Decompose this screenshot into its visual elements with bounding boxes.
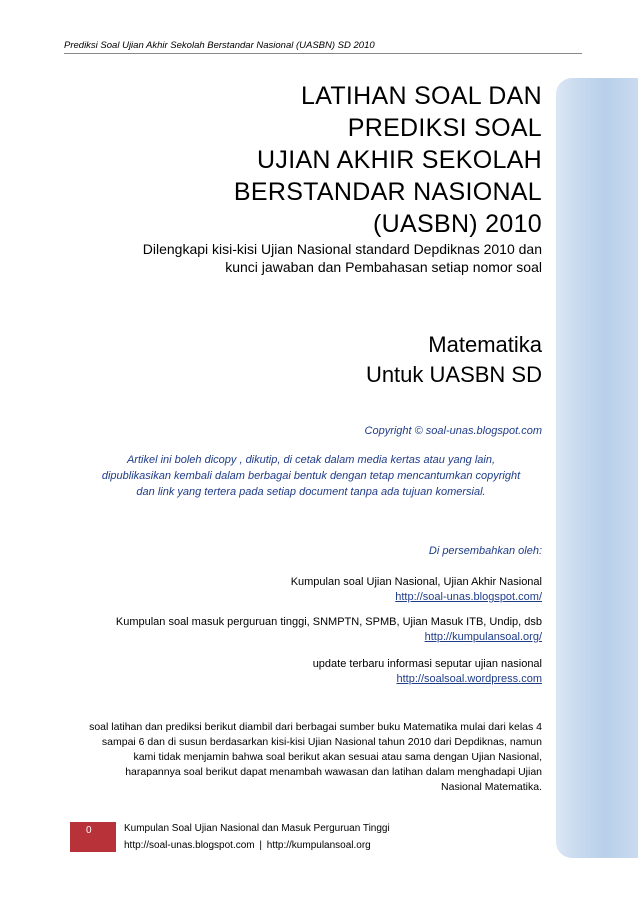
subtitle-line: Dilengkapi kisi-kisi Ujian Nasional standard Depdiknas 2010 dan — [142, 241, 542, 257]
document-subtitle — [64, 240, 542, 276]
intro-paragraph — [64, 720, 542, 795]
footer-text: Kumpulan Soal Ujian Nasional dan Masuk Perguruan Tinggi — [124, 823, 390, 834]
subtitle-line: kunci jawaban dan Pembahasan setiap nomor soal — [225, 259, 542, 275]
title-line: BERSTANDAR NASIONAL — [233, 178, 542, 206]
source-link[interactable]: http://soalsoal.wordpress.com — [396, 673, 542, 685]
side-tab-decoration — [556, 78, 638, 858]
intro-line: kami tidak menjamin bahwa soal berikut akan sesuai atau sama dengan Ujian Nasional, — [133, 751, 542, 763]
copyright-notice: Copyright © soal-unas.blogspot.com — [364, 425, 542, 437]
source-text: Kumpulan soal masuk perguruan tinggi, SNMPTN, SPMB, Ujian Masuk ITB, Undip, dsb — [115, 616, 542, 628]
footer-page-box — [70, 822, 116, 852]
notice-line: dipublikasikan kembali dalam berbagai bentuk dengan tetap mencantumkan copyright — [101, 470, 521, 482]
source-block — [62, 575, 542, 605]
title-line: (UASBN) 2010 — [373, 210, 542, 238]
usage-notice — [80, 452, 542, 500]
running-header: Prediksi Soal Ujian Akhir Sekolah Berstandar Nasional (UASBN) SD 2010 — [64, 40, 375, 51]
subject-heading — [242, 330, 542, 390]
document-title — [102, 80, 542, 240]
presented-by-label: Di persembahkan oleh: — [428, 545, 542, 557]
intro-line: soal latihan dan prediksi berikut diambil dari berbagai sumber buku Matematika mulai dari kelas 4 — [89, 721, 542, 733]
page-number: 0 — [86, 825, 92, 836]
source-text: update terbaru informasi seputar ujian nasional — [312, 658, 542, 670]
intro-line: harapannya soal berikut dapat menambah wawasan dan latihan dalam menghadapi Ujian — [125, 766, 542, 778]
title-line: LATIHAN SOAL DAN — [301, 82, 542, 110]
notice-line: Artikel ini boleh dicopy , dikutip, di cetak dalam media kertas atau yang lain, — [126, 454, 496, 466]
footer-links: http://soal-unas.blogspot.com | http://kumpulansoal.org — [124, 840, 371, 851]
header-rule — [64, 53, 582, 54]
title-line: PREDIKSI SOAL — [347, 114, 542, 142]
source-text: Kumpulan soal Ujian Nasional, Ujian Akhir Nasional — [290, 576, 542, 588]
source-block — [64, 615, 542, 645]
intro-line: sampai 6 dan di susun berdasarkan kisi-kisi Ujian Nasional tahun 2010 dari Depdiknas, namun — [101, 736, 542, 748]
title-line: UJIAN AKHIR SEKOLAH — [257, 146, 542, 174]
intro-line: Nasional Matematika. — [441, 781, 542, 793]
source-block — [62, 657, 542, 687]
notice-line: dan link yang tertera pada setiap document tanpa ada tujuan komersial. — [136, 486, 486, 498]
source-link[interactable]: http://soal-unas.blogspot.com/ — [395, 591, 542, 603]
subject-line: Matematika — [428, 332, 542, 357]
source-link[interactable]: http://kumpulansoal.org/ — [424, 631, 542, 643]
subject-line: Untuk UASBN SD — [365, 362, 542, 387]
